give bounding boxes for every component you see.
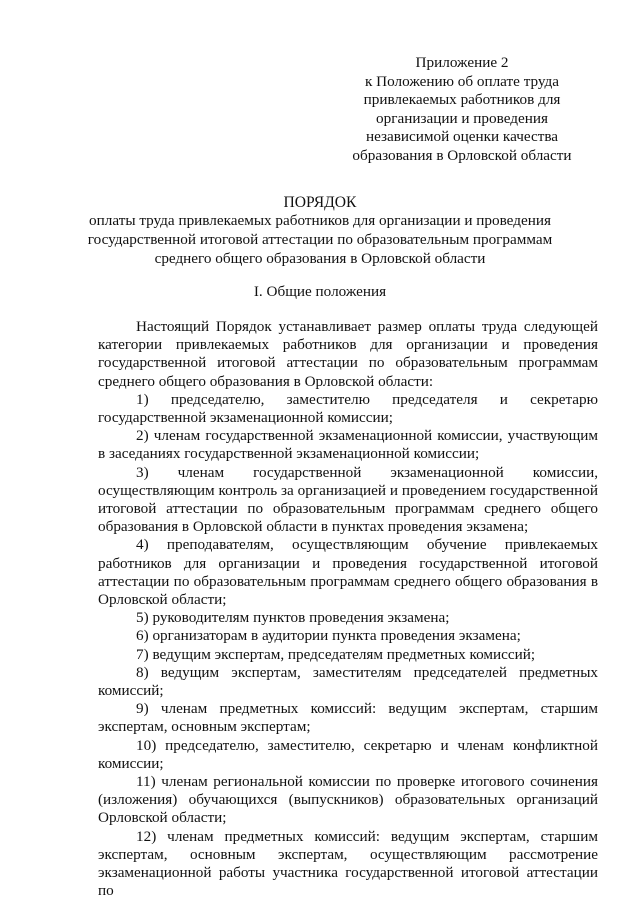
list-item: 8) ведущим экспертам, заместителям председателей предметных комиссий; <box>98 663 598 700</box>
section-heading: I. Общие положения <box>253 283 387 300</box>
list-item: 5) руководителям пунктов проведения экзамена; <box>136 609 450 627</box>
document-body <box>98 318 598 901</box>
subtitle-line: среднего общего образования в Орловской области <box>154 250 486 267</box>
list-item: 9) членам предметных комиссий: ведущим экспертам, старшим экспертам, основным экспертам; <box>98 700 598 736</box>
list-item: 2) членам государственной экзаменационной комиссии, участвующим в заседаниях государственной экзаменационной комиссии; <box>98 427 598 463</box>
appendix-line: к Положению об оплате труда <box>364 72 560 90</box>
list-item: 11) членам региональной комиссии по проверке итогового сочинения (изложения) обучающихся (выпускников) образовательных организаций Орловской области; <box>98 773 598 827</box>
subtitle-line: оплаты труда привлекаемых работников для организации и проведения <box>89 212 551 229</box>
list-item: 12) членам предметных комиссий: ведущим экспертам, старшим экспертам, основным экспертам, осуществляющим рассмотрение экзаменационной работы участника государственной итоговой аттестации по <box>98 827 598 900</box>
appendix-line: Приложение 2 <box>415 54 509 71</box>
list-item: 4) преподавателям, осуществляющим обучение привлекаемых работников для организации и проведения государственной итоговой аттестации по образовательным программам среднего общего образования в Орловской области; <box>98 536 598 609</box>
list-item: 1) председателю, заместителю председателя и секретарю государственной экзаменационной комиссии; <box>98 390 598 427</box>
appendix-line: организации и проведения <box>376 109 548 127</box>
list-item: 10) председателю, заместителю, секретарю и членам конфликтной комиссии; <box>98 736 598 772</box>
list-item: 7) ведущим экспертам, председателям предметных комиссий; <box>136 645 536 663</box>
appendix-reference <box>342 54 582 166</box>
list-item: 3) членам государственной экзаменационной комиссии, осуществляющим контроль за организацией и проведением государственной итоговой аттестации по образовательным программам среднего общего образования в Орловской области в пунктах проведения экзамена; <box>98 463 598 536</box>
list-item: 6) организаторам в аудитории пункта проведения экзамена; <box>136 627 521 645</box>
appendix-line: привлекаемых работников для <box>363 91 561 109</box>
appendix-line: независимой оценки качества <box>365 128 559 146</box>
appendix-line: образования в Орловской области <box>352 146 572 164</box>
document-title: ПОРЯДОК <box>283 194 357 211</box>
subtitle-line: государственной итоговой аттестации по образовательным программам <box>87 231 553 248</box>
document-subtitle <box>80 211 560 268</box>
body-paragraph: Настоящий Порядок устанавливает размер оплаты труда следующей категории привлекаемых работников для организации и проведения государственной итоговой аттестации по образовательным программам среднего общего образования в Орловской области: <box>98 318 598 390</box>
